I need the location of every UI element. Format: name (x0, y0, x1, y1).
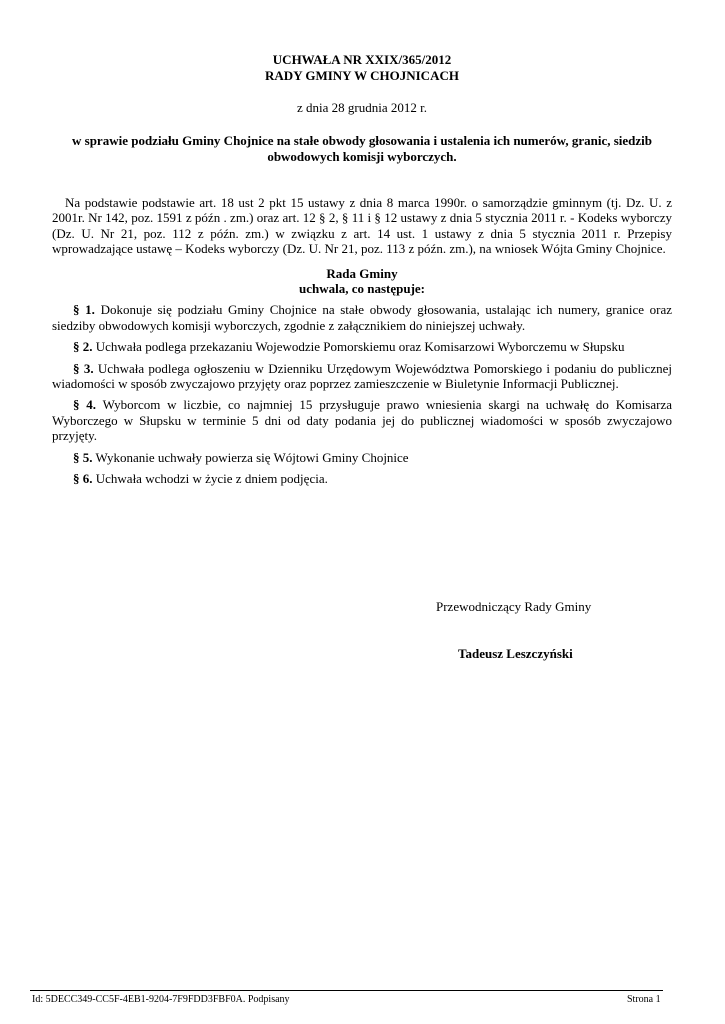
preamble: Na podstawie podstawie art. 18 ust 2 pkt 15 ustawy z dnia 8 marca 1990r. o samorządzie gminnym (tj. Dz. U. z 2001r. Nr 142, poz. 1591 z późn . zm.) oraz art. 12 § 2, § 11 i § 12 ustawy z dnia 5 stycznia 2011 r. - Kodeks wyborczy (Dz. U. Nr 21, poz. 112 z późn. zm.) w związku z art. 14 ust. 1 ustawy z dnia 5 stycznia 2011 r. Przepisy wprowadzające ustawę – Kodeks wyborczy (Dz. U. Nr 21, poz. 113 z późn. zm.), na wniosek Wójta Gminy Chojnice. (52, 195, 672, 257)
section-text: Uchwała wchodzi w życie z dniem podjęcia. (95, 471, 328, 487)
document-id: Id: 5DECC349-CC5F-4EB1-9204-7F9FDD3FBF0A. Podpisany (32, 994, 290, 1005)
page-number: Strona 1 (627, 994, 661, 1005)
section-2 (52, 339, 672, 354)
document-title (52, 52, 672, 84)
footer-divider (30, 990, 663, 991)
section-text: Wyborcom w liczbie, co najmniej 15 przysługuje prawo wniesienia skargi na uchwałę do Komisarza Wyborczego w Słupsku w terminie 5 dni od daty podania jej do publicznej wiadomości w sposób zwyczajowo przyjęty. (52, 397, 673, 444)
section-text: Uchwała podlega ogłoszeniu w Dzienniku Urzędowym Województwa Pomorskiego i podaniu do publicznej wiadomości w sposób zwyczajowo przyjęty oraz poprzez zamieszczenie w Biuletynie Informacji Publicznej. (52, 360, 673, 392)
section-number: § 4. (73, 397, 97, 413)
section-number: § 3. (73, 360, 94, 376)
document-page (52, 0, 672, 1024)
title-line-1: UCHWAŁA NR XXIX/365/2012 (272, 52, 452, 67)
section-text: Wykonanie uchwały powierza się Wójtowi Gminy Chojnice (95, 449, 409, 465)
section-4 (52, 397, 672, 443)
section-text: Uchwała podlega przekazaniu Wojewodzie Pomorskiemu oraz Komisarzowi Wyborczemu w Słupsku (95, 339, 625, 355)
section-text: Dokonuje się podziału Gminy Chojnice na stałe obwody głosowania, ustalając ich numery, granice oraz siedziby obwodowych komisji wyborczych, zgodnie z załącznikiem do niniejszej uchwały. (52, 302, 673, 333)
council-heading (52, 266, 672, 297)
document-subject (52, 133, 672, 165)
document-body (52, 195, 672, 493)
section-number: § 2. (73, 339, 93, 355)
council-line-1: Rada Gminy (326, 265, 398, 281)
section-6 (52, 471, 672, 486)
section-5 (52, 450, 672, 465)
signatory-name: Tadeusz Leszczyński (458, 646, 573, 661)
section-1 (52, 302, 672, 333)
section-number: § 5. (73, 449, 93, 465)
section-3 (52, 361, 672, 392)
council-line-2: uchwala, co następuje: (298, 281, 426, 297)
subject-line-1: w sprawie podziału Gminy Chojnice na stałe obwody głosowania i ustalenia ich numerów, granic, siedzib (72, 133, 652, 148)
section-number: § 6. (73, 471, 93, 487)
signatory-role: Przewodniczący Rady Gminy (436, 599, 592, 614)
section-number: § 1. (73, 302, 95, 318)
title-line-2: RADY GMINY W CHOJNICACH (265, 68, 459, 83)
document-date: z dnia 28 grudnia 2012 r. (297, 100, 427, 115)
subject-line-2: obwodowych komisji wyborczych. (267, 149, 457, 164)
